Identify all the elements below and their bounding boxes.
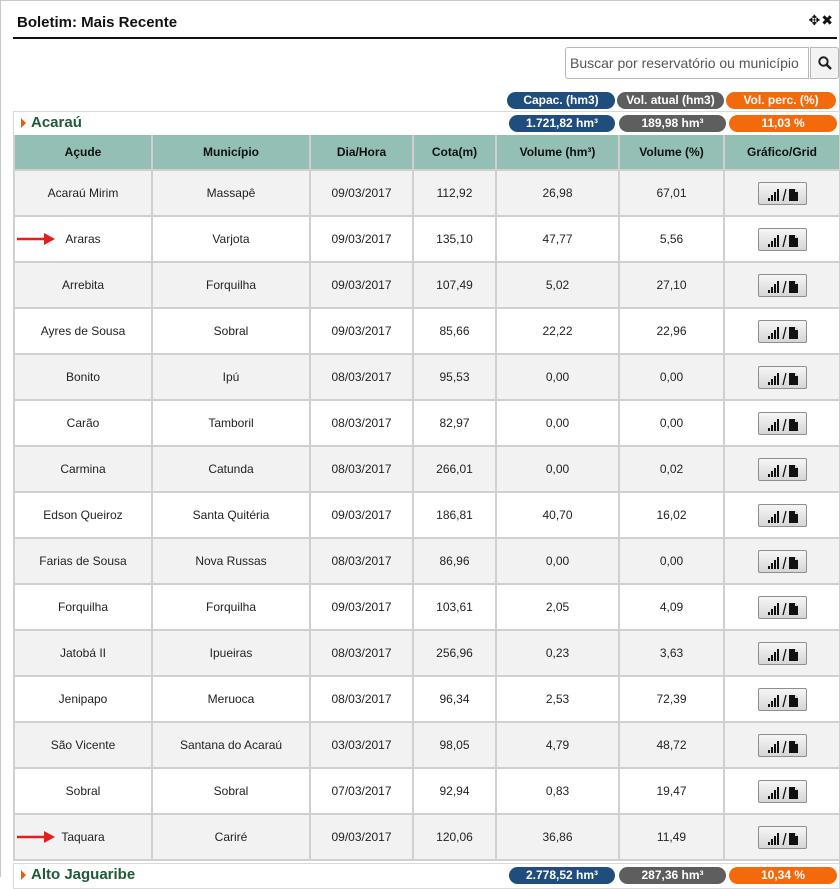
percent-cell: 22,96 [619,308,724,354]
volume-cell: 0,00 [496,446,619,492]
municipio-cell: Varjota [152,216,310,262]
table-row [14,676,840,722]
cota-cell: 95,53 [413,354,496,400]
chart-grid-button[interactable] [758,504,807,527]
chart-cell [724,722,840,768]
date-cell: 09/03/2017 [310,584,413,630]
table-row [14,308,840,354]
acude-name: Forquilha [57,600,109,614]
table-row [14,538,840,584]
acude-cell [14,814,152,860]
cota-cell: 112,92 [413,170,496,216]
percent-cell: 0,00 [619,400,724,446]
municipio-cell: Nova Russas [152,538,310,584]
bar-chart-document-icon [768,786,800,800]
date-cell: 08/03/2017 [310,446,413,492]
cota-cell: 96,34 [413,676,496,722]
percent-cell: 67,01 [619,170,724,216]
volume-cell: 0,23 [496,630,619,676]
municipio-cell: Massapê [152,170,310,216]
chart-cell [724,400,840,446]
percent-cell: 3,63 [619,630,724,676]
municipio-cell: Forquilha [152,262,310,308]
date-cell: 08/03/2017 [310,354,413,400]
cota-cell: 256,96 [413,630,496,676]
volume-cell: 0,00 [496,538,619,584]
acude-cell [14,262,152,308]
cota-cell: 266,01 [413,446,496,492]
chart-grid-button[interactable] [758,412,807,435]
acude-name: Edson Queiroz [43,508,123,522]
acude-name: Araras [65,232,101,246]
date-cell: 09/03/2017 [310,814,413,860]
percent-cell: 0,02 [619,446,724,492]
cota-cell: 98,05 [413,722,496,768]
date-cell: 08/03/2017 [310,676,413,722]
bar-chart-document-icon [768,740,800,754]
bar-chart-document-icon [768,418,800,432]
chart-grid-button[interactable] [758,366,807,389]
column-header[interactable]: Dia/Hora [310,135,413,170]
chart-grid-button[interactable] [758,228,807,251]
acude-cell [14,446,152,492]
acude-cell [14,676,152,722]
date-cell: 08/03/2017 [310,400,413,446]
cota-cell: 135,10 [413,216,496,262]
bar-chart-document-icon [768,694,800,708]
search-icon [818,56,832,70]
volume-cell: 2,53 [496,676,619,722]
chart-grid-button[interactable] [758,182,807,205]
volume-cell: 0,83 [496,768,619,814]
acude-name: São Vicente [50,738,116,752]
acude-cell [14,354,152,400]
cota-cell: 85,66 [413,308,496,354]
acude-cell [14,768,152,814]
bar-chart-document-icon [768,280,800,294]
percent-cell: 0,00 [619,538,724,584]
percent-cell: 4,09 [619,584,724,630]
acude-name: Acaraú Mirim [47,186,119,200]
volume-cell: 40,70 [496,492,619,538]
column-header[interactable]: Município [152,135,310,170]
bar-chart-document-icon [768,832,800,846]
volume-cell: 36,86 [496,814,619,860]
search-button[interactable] [810,47,839,79]
table-header-row [14,135,840,170]
group-percent-volume: 10,34 % [729,867,837,884]
column-header[interactable]: Açude [14,135,152,170]
search-input[interactable] [565,47,809,79]
date-cell: 07/03/2017 [310,768,413,814]
acude-cell [14,400,152,446]
chart-cell [724,492,840,538]
table-row [14,768,840,814]
group-name: Alto Jaguaribe [31,866,136,883]
table-row [14,170,840,216]
acude-cell [14,170,152,216]
column-header[interactable]: Cota(m) [413,135,496,170]
acude-name: Bonito [65,370,101,384]
percent-cell: 19,47 [619,768,724,814]
cota-cell: 120,06 [413,814,496,860]
percent-cell: 72,39 [619,676,724,722]
percent-cell: 16,02 [619,492,724,538]
municipio-cell: Catunda [152,446,310,492]
bar-chart-document-icon [768,326,800,340]
table-row [14,262,840,308]
acude-name: Carão [66,416,100,430]
percent-cell: 11,49 [619,814,724,860]
table-row [14,584,840,630]
red-arrow-icon [17,831,55,843]
volume-cell: 5,02 [496,262,619,308]
chart-grid-button[interactable] [758,320,807,343]
table-row [14,722,840,768]
chart-cell [724,676,840,722]
legend-current-volume: Vol. atual (hm3) [617,92,724,109]
cota-cell: 186,81 [413,492,496,538]
move-icon[interactable]: ✥ [808,12,822,28]
volume-cell: 22,22 [496,308,619,354]
cota-cell: 107,49 [413,262,496,308]
acude-cell [14,538,152,584]
chart-cell [724,630,840,676]
percent-cell: 48,72 [619,722,724,768]
acude-cell [14,216,152,262]
reservoir-table [13,135,840,861]
group-current-volume: 287,36 hm³ [619,867,726,884]
chart-cell [724,814,840,860]
chart-grid-button[interactable] [758,596,807,619]
cota-cell: 82,97 [413,400,496,446]
bar-chart-document-icon [768,556,800,570]
group-percent-volume: 11,03 % [729,115,837,132]
date-cell: 09/03/2017 [310,170,413,216]
acude-name: Arrebita [61,278,105,292]
bar-chart-document-icon [768,602,800,616]
table-row [14,216,840,262]
search-bar [565,47,839,79]
column-header[interactable]: Volume (hm³) [496,135,619,170]
table-row [14,814,840,860]
bar-chart-document-icon [768,234,800,248]
date-cell: 08/03/2017 [310,630,413,676]
chart-grid-button[interactable] [758,826,807,849]
municipio-cell: Santa Quitéria [152,492,310,538]
chart-grid-button[interactable] [758,274,807,297]
acude-name: Taquara [61,830,105,844]
table-row [14,400,840,446]
date-cell: 03/03/2017 [310,722,413,768]
chart-cell [724,354,840,400]
chart-cell [724,308,840,354]
chart-grid-button[interactable] [758,780,807,803]
date-cell: 09/03/2017 [310,308,413,354]
group-capacity: 2.778,52 hm³ [509,867,615,884]
date-cell: 09/03/2017 [310,216,413,262]
chart-grid-button[interactable] [758,550,807,573]
table-row [14,354,840,400]
municipio-cell: Cariré [152,814,310,860]
table-row [14,630,840,676]
bar-chart-document-icon [768,510,800,524]
percent-cell: 27,10 [619,262,724,308]
municipio-cell: Meruoca [152,676,310,722]
legend-percent-volume: Vol. perc. (%) [726,92,836,109]
cota-cell: 86,96 [413,538,496,584]
chart-grid-button[interactable] [758,734,807,757]
chart-cell [724,538,840,584]
municipio-cell: Forquilha [152,584,310,630]
bar-chart-document-icon [768,188,800,202]
chart-cell [724,262,840,308]
close-icon[interactable]: ✖ [821,12,834,28]
column-header[interactable]: Volume (%) [619,135,724,170]
group-name: Acaraú [31,114,82,131]
acude-name: Jatobá II [59,646,107,660]
window-controls [809,12,834,29]
volume-cell: 0,00 [496,400,619,446]
date-cell: 09/03/2017 [310,262,413,308]
chart-grid-button[interactable] [758,458,807,481]
acude-cell [14,584,152,630]
legend-capacity: Capac. (hm3) [507,92,615,109]
date-cell: 09/03/2017 [310,492,413,538]
group-capacity: 1.721,82 hm³ [509,115,615,132]
acude-name: Sobral [65,784,101,798]
table-row [14,492,840,538]
acude-cell [14,492,152,538]
chart-cell [724,584,840,630]
acude-name: Carmina [60,462,106,476]
bar-chart-document-icon [768,648,800,662]
acude-cell [14,630,152,676]
red-arrow-icon [17,233,55,245]
volume-cell: 0,00 [496,354,619,400]
bar-chart-document-icon [768,464,800,478]
chart-cell [724,768,840,814]
expand-triangle-icon [21,118,26,128]
chart-grid-button[interactable] [758,688,807,711]
cota-cell: 103,61 [413,584,496,630]
percent-cell: 5,56 [619,216,724,262]
volume-cell: 2,05 [496,584,619,630]
municipio-cell: Ipueiras [152,630,310,676]
acude-name: Farias de Sousa [39,554,127,568]
acude-cell [14,722,152,768]
chart-grid-button[interactable] [758,642,807,665]
acude-name: Ayres de Sousa [40,324,126,338]
volume-cell: 26,98 [496,170,619,216]
municipio-cell: Sobral [152,768,310,814]
chart-cell [724,170,840,216]
expand-triangle-icon [21,870,26,880]
panel-header [13,1,837,39]
bar-chart-document-icon [768,372,800,386]
panel-title: Boletim: Mais Recente [17,14,178,31]
chart-cell [724,446,840,492]
date-cell: 08/03/2017 [310,538,413,584]
acude-name: Jenipapo [58,692,108,706]
column-header: Gráfico/Grid [724,135,840,170]
volume-cell: 4,79 [496,722,619,768]
percent-cell: 0,00 [619,354,724,400]
volume-cell: 47,77 [496,216,619,262]
chart-cell [724,216,840,262]
table-row [14,446,840,492]
municipio-cell: Santana do Acaraú [152,722,310,768]
municipio-cell: Sobral [152,308,310,354]
municipio-cell: Tamboril [152,400,310,446]
acude-cell [14,308,152,354]
group-current-volume: 189,98 hm³ [619,115,726,132]
municipio-cell: Ipú [152,354,310,400]
cota-cell: 92,94 [413,768,496,814]
